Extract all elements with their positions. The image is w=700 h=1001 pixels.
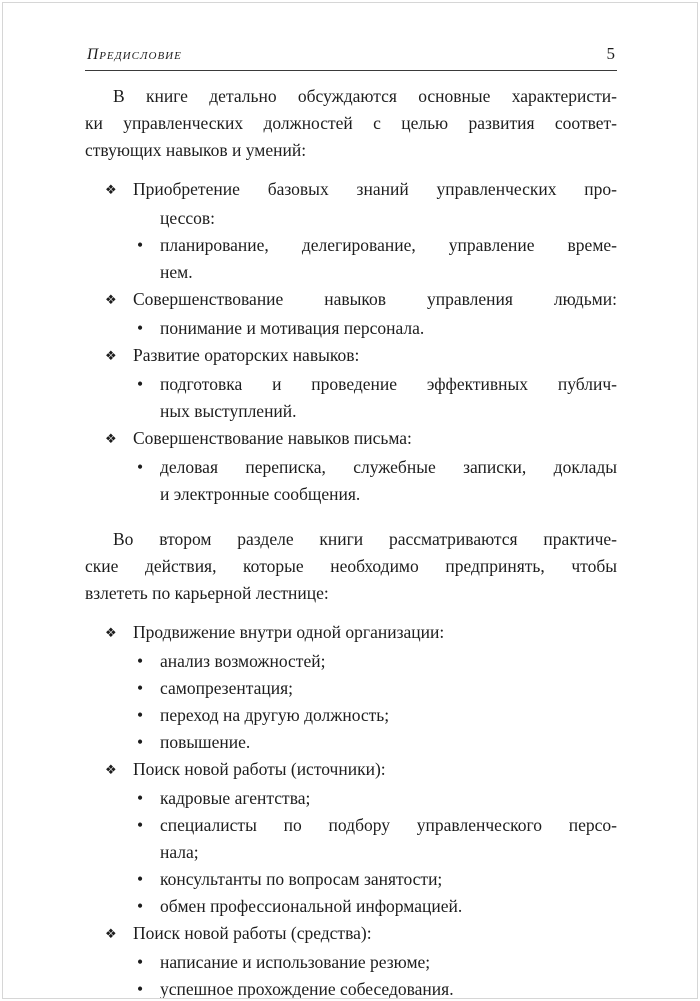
dot-bullet-icon: • bbox=[137, 318, 144, 338]
dot-bullet-icon: • bbox=[137, 952, 144, 972]
list-item-line bbox=[85, 675, 617, 702]
list-item-level1 bbox=[85, 176, 617, 232]
diamond-bullet-icon: ❖ bbox=[105, 293, 117, 308]
list-item-text: Развитие ораторских навыков: bbox=[133, 345, 360, 365]
list-item-level1 bbox=[85, 342, 617, 371]
list-item-line bbox=[85, 702, 617, 729]
diamond-bullet-icon: ❖ bbox=[105, 349, 117, 364]
list-item-level2 bbox=[85, 949, 617, 976]
management-skills-list bbox=[85, 176, 617, 508]
list-item-level2 bbox=[85, 648, 617, 675]
list-item-text: Приобретение базовых знаний управленческих про- bbox=[133, 179, 617, 199]
dot-bullet-icon: • bbox=[137, 651, 144, 671]
page-body bbox=[85, 71, 617, 1001]
list-item-line bbox=[85, 648, 617, 675]
list-item-level2 bbox=[85, 232, 617, 286]
list-item-text: специалисты по подбору управленческого персо- bbox=[160, 815, 617, 835]
list-item-level2 bbox=[85, 315, 617, 342]
dot-bullet-icon: • bbox=[137, 457, 144, 477]
list-item-text: Поиск новой работы (источники): bbox=[133, 759, 386, 779]
list-item-continuation-line: нем. bbox=[160, 262, 193, 282]
diamond-bullet-icon: ❖ bbox=[105, 626, 117, 641]
list-item-line bbox=[85, 976, 617, 1001]
list-item-level2 bbox=[85, 812, 617, 866]
intro-paragraph bbox=[85, 83, 617, 164]
list-item-line bbox=[85, 729, 617, 756]
list-item-line bbox=[85, 866, 617, 893]
list-item-line bbox=[85, 949, 617, 976]
paragraph-line: Во втором разделе книги рассматриваются практиче- bbox=[113, 529, 617, 549]
list-item-text: переход на другую должность; bbox=[160, 705, 390, 725]
list-item-level2 bbox=[85, 893, 617, 920]
list-item-continuation-line: и электронные сообщения. bbox=[160, 484, 361, 504]
dot-bullet-icon: • bbox=[137, 235, 144, 255]
diamond-bullet-icon: ❖ bbox=[105, 183, 117, 198]
list-item-text: Продвижение внутри одной организации: bbox=[133, 622, 445, 642]
dot-bullet-icon: • bbox=[137, 678, 144, 698]
list-item-text: деловая переписка, служебные записки, доклады bbox=[160, 457, 617, 477]
list-item-line bbox=[85, 315, 617, 342]
dot-bullet-icon: • bbox=[137, 869, 144, 889]
list-item-text: Совершенствование навыков управления людьми: bbox=[133, 289, 617, 309]
list-item-level2 bbox=[85, 371, 617, 425]
list-item-line bbox=[85, 176, 617, 205]
list-item-line bbox=[85, 893, 617, 920]
list-item-level1 bbox=[85, 920, 617, 949]
list-item-continuation-line: цессов: bbox=[160, 208, 215, 228]
list-item-text: консультанты по вопросам занятости; bbox=[160, 869, 443, 889]
list-item-level1 bbox=[85, 756, 617, 785]
list-item-text: планирование, делегирование, управление време- bbox=[160, 235, 617, 255]
list-item-text: обмен профессиональной информацией. bbox=[160, 896, 463, 916]
list-item-line bbox=[85, 286, 617, 315]
list-item-level2 bbox=[85, 454, 617, 508]
list-item-level1 bbox=[85, 619, 617, 648]
dot-bullet-icon: • bbox=[137, 896, 144, 916]
list-item-text: самопрезентация; bbox=[160, 678, 293, 698]
diamond-bullet-icon: ❖ bbox=[105, 927, 117, 942]
diamond-bullet-icon: ❖ bbox=[105, 432, 117, 447]
list-item-text: анализ возможностей; bbox=[160, 651, 326, 671]
list-item-line bbox=[85, 454, 617, 481]
dot-bullet-icon: • bbox=[137, 788, 144, 808]
page-header bbox=[85, 44, 617, 71]
list-item-line bbox=[85, 619, 617, 648]
page-number: 5 bbox=[606, 44, 615, 63]
dot-bullet-icon: • bbox=[137, 979, 144, 999]
list-item-text: Совершенствование навыков письма: bbox=[133, 428, 412, 448]
paragraph-line: ские действия, которые необходимо предпринять, чтобы bbox=[85, 556, 617, 576]
list-item-line bbox=[85, 371, 617, 398]
list-item-line bbox=[85, 812, 617, 839]
list-item-text: понимание и мотивация персонала. bbox=[160, 318, 425, 338]
second-section-paragraph bbox=[85, 526, 617, 607]
list-item-line bbox=[85, 785, 617, 812]
list-item-level1 bbox=[85, 286, 617, 315]
dot-bullet-icon: • bbox=[137, 705, 144, 725]
running-title: Предисловие bbox=[87, 46, 182, 63]
list-item-level2 bbox=[85, 675, 617, 702]
dot-bullet-icon: • bbox=[137, 732, 144, 752]
list-item-text: написание и использование резюме; bbox=[160, 952, 431, 972]
list-item-text: успешное прохождение собеседования. bbox=[160, 979, 454, 999]
dot-bullet-icon: • bbox=[137, 815, 144, 835]
list-item-line bbox=[85, 232, 617, 259]
list-item-text: повышение. bbox=[160, 732, 251, 752]
list-item-line bbox=[85, 342, 617, 371]
list-item-line bbox=[85, 425, 617, 454]
paragraph-line: ствующих навыков и умений: bbox=[85, 140, 307, 160]
list-item-level2 bbox=[85, 729, 617, 756]
list-item-level2 bbox=[85, 702, 617, 729]
diamond-bullet-icon: ❖ bbox=[105, 763, 117, 778]
list-item-line bbox=[85, 920, 617, 949]
list-item-continuation-line: нала; bbox=[160, 842, 199, 862]
list-item-level2 bbox=[85, 866, 617, 893]
paragraph-line: В книге детально обсуждаются основные характеристи- bbox=[113, 86, 617, 106]
paragraph-line: взлететь по карьерной лестнице: bbox=[85, 583, 329, 603]
list-item-level2 bbox=[85, 976, 617, 1001]
dot-bullet-icon: • bbox=[137, 374, 144, 394]
list-item-line bbox=[85, 756, 617, 785]
list-item-text: кадровые агентства; bbox=[160, 788, 311, 808]
list-item-level2 bbox=[85, 785, 617, 812]
paragraph-line: ки управленческих должностей с целью развития соответ- bbox=[85, 113, 617, 133]
career-steps-list bbox=[85, 619, 617, 1001]
list-item-level1 bbox=[85, 425, 617, 454]
list-item-text: подготовка и проведение эффективных публич- bbox=[160, 374, 617, 394]
list-item-continuation-line: ных выступлений. bbox=[160, 401, 297, 421]
list-item-text: Поиск новой работы (средства): bbox=[133, 923, 372, 943]
